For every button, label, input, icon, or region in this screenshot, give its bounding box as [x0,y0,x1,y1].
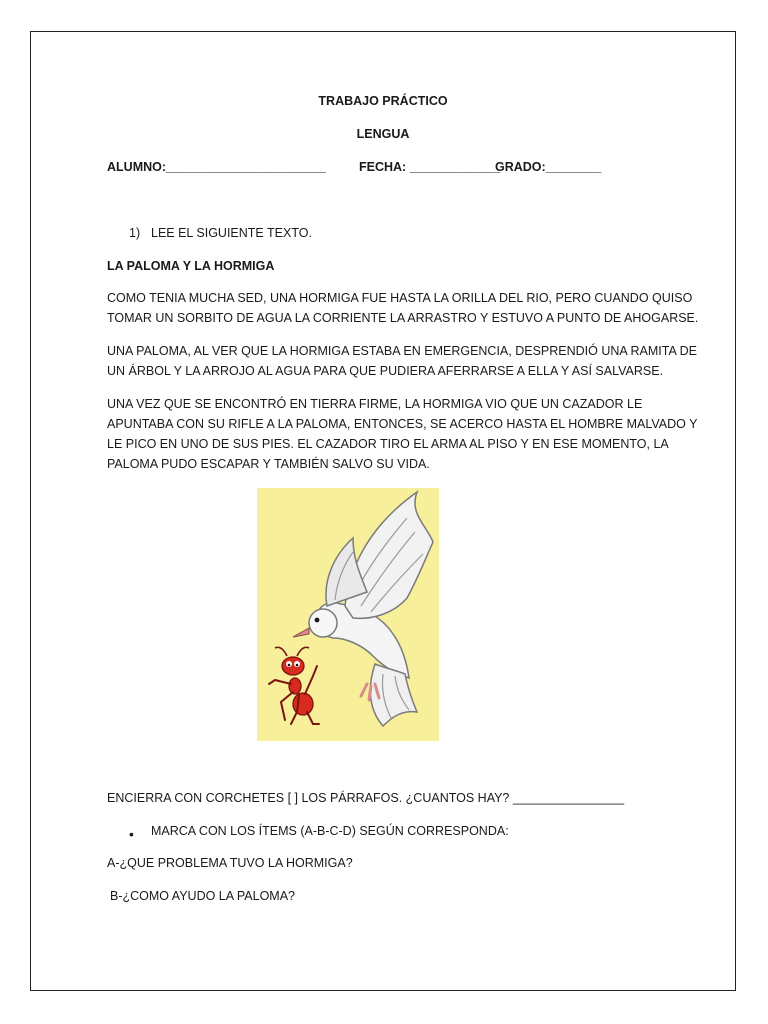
instruction-text: LEE EL SIGUIENTE TEXTO. [151,226,312,240]
dove-and-ant-illustration [257,488,439,741]
paragraph-line: COMO TENIA MUCHA SED, UNA HORMIGA FUE HASTA LA ORILLA DEL RIO, PERO CUANDO QUISO [107,291,693,305]
question-a: A-¿QUE PROBLEMA TUVO LA HORMIGA? [107,856,353,870]
paragraph-line: TOMAR UN SORBITO DE AGUA LA CORRIENTE LA ARRASTRO Y ESTUVO A PUNTO DE AHOGARSE. [107,311,699,325]
story-paragraph-3 [107,394,698,474]
paragraph-line: PALOMA PUDO ESCAPAR Y TAMBIÉN SALVO SU VIDA. [107,457,430,471]
story-title: LA PALOMA Y LA HORMIGA [107,259,275,273]
paragraph-line: UN ÁRBOL Y LA ARROJO AL AGUA PARA QUE PUDIERA AFERRARSE A ELLA Y ASÍ SALVARSE. [107,364,664,378]
document-page [30,31,736,991]
question-b: B-¿COMO AYUDO LA PALOMA? [110,889,295,903]
dove-and-ant-icon [257,488,439,741]
bullet-icon: • [129,826,134,842]
paragraph-line: APUNTABA CON SU RIFLE A LA PALOMA, ENTONCES, SE ACERCO HASTA EL HOMBRE MALVADO Y [107,417,698,431]
document-title: TRABAJO PRÁCTICO [318,94,448,108]
question-paragraph-count: ENCIERRA CON CORCHETES [ ] LOS PÁRRAFOS. ¿CUANTOS HAY? ________________ [107,791,625,805]
paragraph-line: UNA VEZ QUE SE ENCONTRÓ EN TIERRA FIRME, LA HORMIGA VIO QUE UN CAZADOR LE [107,397,643,411]
date-field: FECHA: _____________ [359,160,501,174]
question-mark-items: MARCA CON LOS ÍTEMS (A-B-C-D) SEGÚN CORRESPONDA: [151,824,509,838]
story-paragraph-2 [107,341,697,381]
paragraph-line: LE PICO EN UNO DE SUS PIES. EL CAZADOR TIRO EL ARMA AL PISO Y EN ESE MOMENTO, LA [107,437,669,451]
subject-heading: LENGUA [356,127,410,141]
student-field: ALUMNO:_______________________ [107,160,326,174]
instruction-number: 1) [129,226,141,240]
grade-field: GRADO:________ [495,160,602,174]
paragraph-line: UNA PALOMA, AL VER QUE LA HORMIGA ESTABA EN EMERGENCIA, DESPRENDIÓ UNA RAMITA DE [107,344,697,358]
story-paragraph-1 [107,288,699,328]
